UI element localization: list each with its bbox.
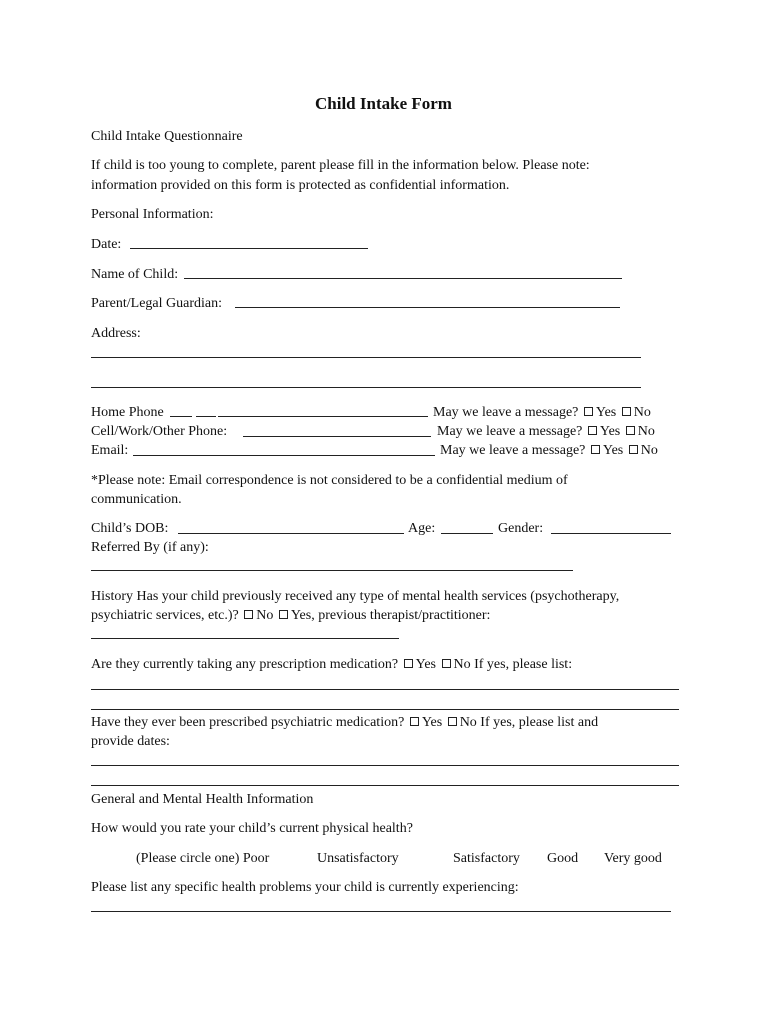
no-if-yes-label: No If yes, please list and (459, 715, 599, 730)
health-problems-field[interactable] (91, 911, 671, 912)
rating-option-unsatisfactory[interactable]: Unsatisfactory (317, 851, 399, 866)
cell-message-no-checkbox[interactable] (626, 426, 635, 435)
no-label: No (637, 424, 655, 439)
message-question-text: May we leave a message? (437, 424, 583, 439)
medication-question-text: Are they currently taking any prescription medication? (91, 657, 399, 672)
psych-medication-question-text: Have they ever been prescribed psychiatric medication? (91, 715, 405, 730)
rating-option-good[interactable]: Good (547, 851, 579, 866)
no-if-yes-label: No If yes, please list: (453, 657, 573, 672)
referred-by-field[interactable] (91, 570, 573, 571)
dob-label: Child’s DOB: (91, 521, 169, 536)
psych-medication-list-line-2[interactable] (91, 785, 679, 786)
psych-medication-yes-checkbox[interactable] (410, 717, 419, 726)
rating-prefix: (Please circle one) Poor (136, 851, 270, 866)
history-question-line-2 (91, 606, 490, 625)
form-subtitle: Child Intake Questionnaire (91, 129, 243, 144)
email-label: Email: (91, 443, 129, 458)
age-label: Age: (408, 521, 436, 536)
guardian-label: Parent/Legal Guardian: (91, 296, 223, 311)
home-phone-field-prefix[interactable] (196, 416, 216, 417)
page-title: Child Intake Form (315, 94, 452, 113)
referred-by-label: Referred By (if any): (91, 540, 209, 555)
medication-yes-checkbox[interactable] (404, 659, 413, 668)
email-field[interactable] (133, 455, 435, 456)
rating-option-very-good[interactable]: Very good (604, 851, 662, 866)
gender-label: Gender: (498, 521, 544, 536)
yes-label: Yes (599, 424, 621, 439)
message-question-text: May we leave a message? (440, 443, 586, 458)
guardian-field[interactable] (235, 307, 620, 308)
psych-medication-list-line-1[interactable] (91, 765, 679, 766)
intro-line-2: information provided on this form is protected as confidential information. (91, 178, 510, 193)
age-field[interactable] (441, 533, 493, 534)
message-question-text: May we leave a message? (433, 405, 579, 420)
yes-label: Yes (415, 657, 436, 672)
yes-label: Yes (602, 443, 624, 458)
gender-field[interactable] (551, 533, 671, 534)
health-problems-question: Please list any specific health problems your child is currently experiencing: (91, 880, 519, 895)
history-question-line-1: History Has your child previously received any type of mental health services (psychotherapy, (91, 589, 620, 604)
psych-medication-question (91, 713, 598, 732)
email-message-no-checkbox[interactable] (629, 445, 638, 454)
cell-phone-label: Cell/Work/Other Phone: (91, 424, 228, 439)
psych-medication-no-checkbox[interactable] (448, 717, 457, 726)
home-phone-field[interactable] (218, 416, 428, 417)
yes-label: Yes (421, 715, 443, 730)
intro-line-1: If child is too young to complete, parent please fill in the information below. Please note: (91, 158, 590, 173)
history-question-text: psychiatric services, etc.)? (91, 608, 239, 623)
medication-no-checkbox[interactable] (442, 659, 451, 668)
medication-question (91, 655, 572, 674)
cell-phone-message-question (437, 422, 655, 441)
previous-therapist-field[interactable] (91, 638, 399, 639)
home-message-yes-checkbox[interactable] (584, 407, 593, 416)
cell-message-yes-checkbox[interactable] (588, 426, 597, 435)
home-phone-message-question (433, 403, 651, 422)
email-note-line-1: *Please note: Email correspondence is not considered to be a confidential medium of (91, 473, 568, 488)
psych-medication-question-line-2: provide dates: (91, 734, 170, 749)
no-label: No (633, 405, 651, 420)
date-field[interactable] (130, 248, 368, 249)
yes-label: Yes (595, 405, 617, 420)
rating-option-satisfactory[interactable]: Satisfactory (453, 851, 520, 866)
physical-health-question: How would you rate your child’s current physical health? (91, 821, 413, 836)
child-name-field[interactable] (184, 278, 622, 279)
email-note-line-2: communication. (91, 492, 182, 507)
history-yes-checkbox[interactable] (279, 610, 288, 619)
home-message-no-checkbox[interactable] (622, 407, 631, 416)
child-name-label: Name of Child: (91, 267, 179, 282)
no-label: No (640, 443, 658, 458)
address-label: Address: (91, 326, 141, 341)
email-message-yes-checkbox[interactable] (591, 445, 600, 454)
cell-phone-field[interactable] (243, 436, 431, 437)
date-label: Date: (91, 237, 122, 252)
home-phone-label: Home Phone (91, 405, 164, 420)
no-label: No (256, 608, 274, 623)
general-health-heading: General and Mental Health Information (91, 792, 314, 807)
address-field-line-2[interactable] (91, 387, 641, 388)
yes-previous-therapist-label: Yes, previous therapist/practitioner: (290, 608, 491, 623)
history-no-checkbox[interactable] (244, 610, 253, 619)
dob-field[interactable] (178, 533, 404, 534)
personal-information-heading: Personal Information: (91, 207, 214, 222)
medication-list-line-2[interactable] (91, 709, 679, 710)
email-message-question (440, 441, 658, 460)
medication-list-line-1[interactable] (91, 689, 679, 690)
home-phone-field-area[interactable] (170, 416, 192, 417)
address-field-line-1[interactable] (91, 357, 641, 358)
